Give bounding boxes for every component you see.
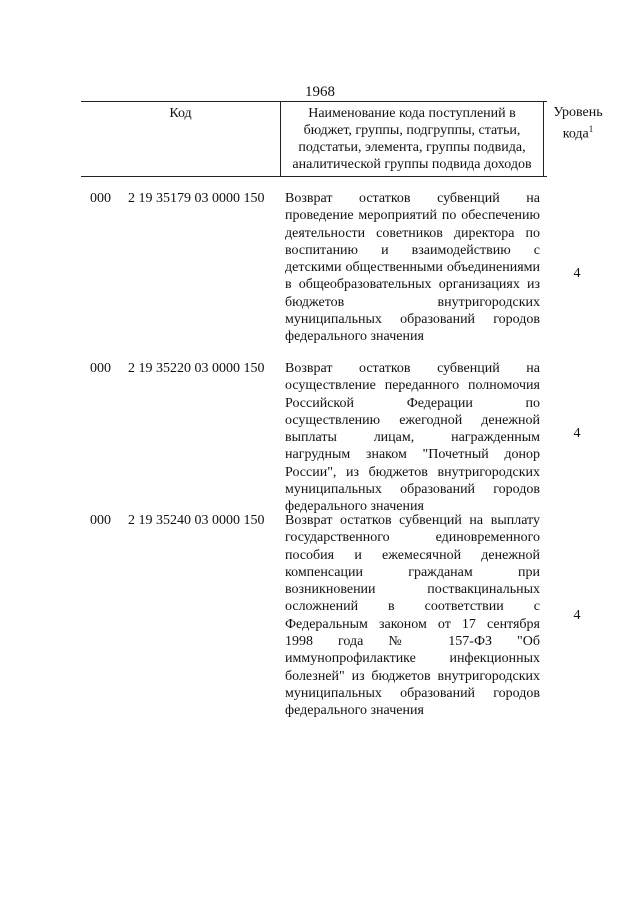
header-code: Код: [81, 102, 281, 176]
code-level: 4: [573, 266, 581, 281]
revenue-name: Возврат остатков субвенций на осуществление переданного полномочия Российской Федерации по осуществлению ежегодной денежной выплаты лицам, награжденным нагрудным знаком "Почетный донор России", из бюджетов внутригородских муниципальных образований городов федерального значения: [285, 361, 540, 515]
revenue-code: 2 19 35220 03 0000 150: [128, 361, 265, 376]
header-level-footnote: 1: [588, 124, 594, 134]
header-level-label: Уровень кода: [553, 105, 603, 142]
header-level: [548, 104, 608, 143]
revenue-code: 2 19 35179 03 0000 150: [128, 191, 265, 206]
revenue-code: 2 19 35240 03 0000 150: [128, 513, 265, 528]
page-number: 1968: [305, 84, 335, 100]
table-header: [81, 101, 547, 177]
code-level: 4: [573, 426, 581, 441]
revenue-name: Возврат остатков субвенций на проведение мероприятий по обеспечению деятельности советников директора по воспитанию и взаимодействию с детскими общественными объединениями в общеобразовательных организациях из бюджетов внутригородских муниципальных образований городов федерального значения: [285, 191, 540, 345]
revenue-name: Возврат остатков субвенций на выплату государственного единовременного пособия и ежемесячной денежной компенсации гражданам при возникновении поствакцинальных осложнений в соответствии с Федеральным законом от 17 сентября 1998 года № 157-ФЗ "Об иммунопрофилактике инфекционных болезней" из бюджетов внутригородских муниципальных образований городов федерального значения: [285, 513, 540, 719]
admin-code: 000: [90, 513, 111, 528]
admin-code: 000: [90, 361, 111, 376]
header-name: Наименование кода поступлений в бюджет, группы, подгруппы, статьи, подстатьи, элемента, группы подвида, аналитической группы подвида доходов: [281, 102, 544, 176]
admin-code: 000: [90, 191, 111, 206]
code-level: 4: [573, 608, 581, 623]
